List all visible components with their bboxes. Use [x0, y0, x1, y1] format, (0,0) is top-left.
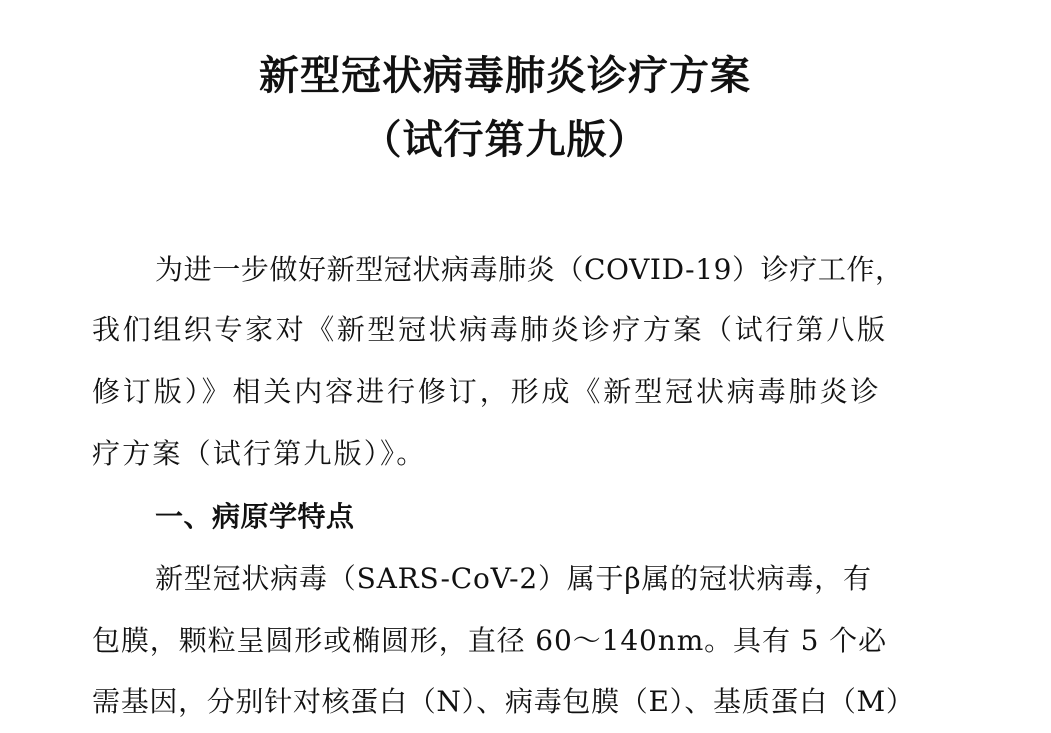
section-paragraph-line: 需基因，分别针对核蛋白（N）、病毒包膜（E）、基质蛋白（M）	[92, 685, 915, 718]
document-subtitle: （试行第九版）	[361, 116, 649, 163]
intro-paragraph-line: 为进一步做好新型冠状病毒肺炎（COVID-19）诊疗工作，	[155, 253, 904, 286]
intro-paragraph-line: 修订版）》相关内容进行修订，形成《新型冠状病毒肺炎诊	[92, 375, 882, 408]
section-paragraph-line: 新型冠状病毒（SARS-CoV-2）属于β属的冠状病毒，有	[155, 562, 872, 595]
section-heading: 一、病原学特点	[155, 500, 355, 533]
intro-paragraph-line: 我们组织专家对《新型冠状病毒肺炎诊疗方案（试行第八版	[92, 313, 888, 346]
section-paragraph-line: 包膜，颗粒呈圆形或椭圆形，直径 60～140nm。具有 5 个必	[92, 624, 887, 657]
document-title: 新型冠状病毒肺炎诊疗方案	[259, 52, 751, 99]
intro-paragraph-line: 疗方案（试行第九版）》。	[92, 437, 427, 470]
